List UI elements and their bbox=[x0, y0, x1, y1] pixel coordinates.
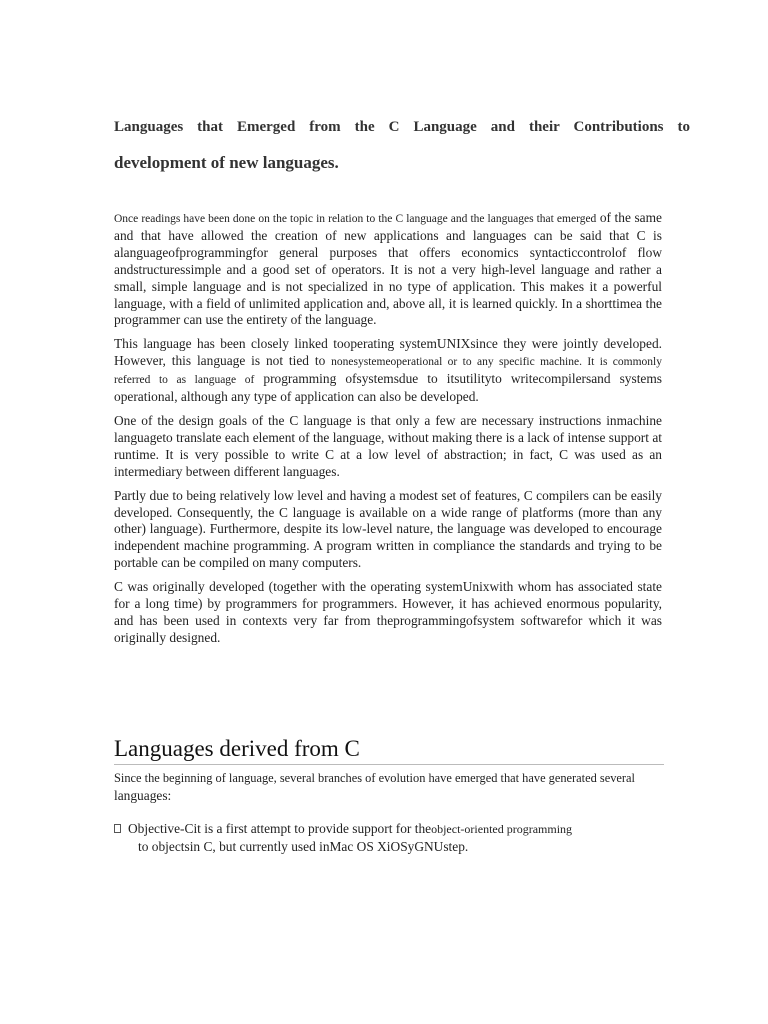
paragraph-4: Partly due to being relatively low level and having a modest set of features, C compilers can be easily developed. Consequently, the C language is available on a wide range of platforms (more than any other) language). Furthermore, despite its low-level nature, the language was developed to encourage independent machine programming. A program written in compliance the standards and trying to be portable can be compiled on many computers. bbox=[114, 487, 662, 571]
list-item bbox=[114, 820, 674, 855]
paragraph-2-text-small: nonesystemeoperational or to any specific machine. It is commonly referred to as language of bbox=[114, 356, 662, 387]
list-item-continuation: to objectsin C, but currently used inMac OS XiOSyGNUstep. bbox=[138, 839, 469, 854]
document-title bbox=[114, 116, 690, 174]
title-line-1: Languages that Emerged from the C Language and their Contributions to bbox=[114, 119, 690, 135]
paragraph-5: C was originally developed (together with the operating systemUnixwith whom has associated state for a long time) by programmers for programmers. However, it has achieved enormous popularity, and has been used in contexts very far from theprogrammingofsystem softwarefor which it was originally designed. bbox=[114, 579, 662, 645]
paragraph-3: One of the design goals of the C language is that only a few are necessary instructions inmachine languageto translate each element of the language, without making there is a lack of intense support at runtime. It is very possible to write C at a low level of abstraction; in fact, C was used as an intermediary between different languages. bbox=[114, 412, 662, 479]
language-list bbox=[114, 820, 674, 855]
paragraph-2-text-a: This language has been closely linked tooperating systemUNIXsince they were jointly developed. However, this language is not tied to bbox=[114, 336, 662, 369]
paragraph-2 bbox=[114, 336, 662, 406]
title-line-2: development of new languages. bbox=[114, 153, 339, 172]
paragraph-1-text: of the same and that have allowed the creation of new applications and languages can be said that C is alanguageofprogrammingfor general purposes that offers economics syntacticcontrolof flow andstructuressimple and a good set of operators. It is not a very high-level language and rather a small, simple language and is not specialized in no type of application. This makes it a powerful language, with a field of unlimited application and, above all, it is learned quickly. In a shorttimea the programmer can use the entirety of the language. bbox=[114, 210, 662, 328]
section-intro-text: Since the beginning of language, several branches of evolution have emerged that have generated several bbox=[114, 771, 635, 785]
list-item-text-small: object-oriented programming bbox=[431, 822, 573, 836]
list-item-text: Objective-Cit is a first attempt to provide support for the bbox=[128, 821, 432, 836]
paragraph-2-text-b: programming ofsystemsdue to itsutilityto writecompilersand systems operational, although any type of application can also be developed. bbox=[114, 371, 662, 405]
document-body bbox=[114, 210, 662, 654]
paragraph-1 bbox=[114, 210, 662, 329]
section-intro bbox=[114, 770, 674, 805]
section-intro-end: languages: bbox=[114, 788, 172, 803]
bullet-box-icon bbox=[114, 824, 121, 833]
paragraph-1-lead: Once readings have been done on the topic in relation to the C language and the languages that emerged bbox=[114, 213, 597, 225]
section-heading: Languages derived from C bbox=[114, 735, 664, 765]
